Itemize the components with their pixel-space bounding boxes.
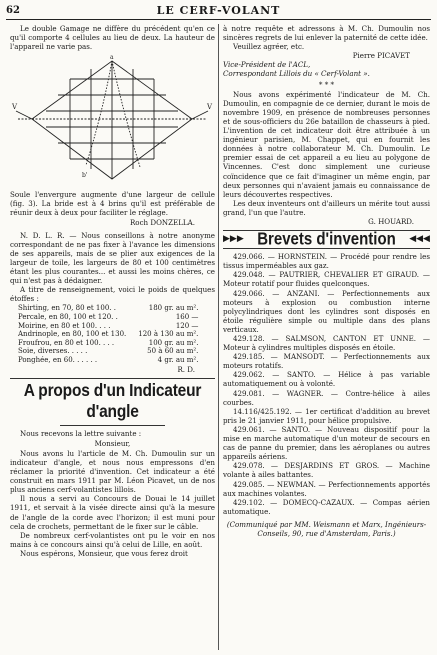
ornament-left: ▶▶▶: [223, 234, 244, 245]
fabric-weight: 4 gr. au m².: [157, 355, 199, 364]
divider: [60, 425, 165, 426]
fabric-name: Froufrou, en 80 et 100. . . .: [18, 338, 115, 347]
patent-number: 429.102.: [233, 497, 265, 507]
patent-entry: [223, 370, 430, 388]
patent-list: [223, 252, 430, 516]
patent-entry: [223, 334, 430, 352]
patent-entry: [223, 407, 430, 425]
column-divider: [218, 24, 219, 650]
patent-number: 429.185.: [233, 352, 265, 362]
fabric-name: Soie, diverses. . . . .: [18, 347, 88, 356]
fabric-name: Moirine, en 80 et 100. . . .: [18, 321, 111, 330]
patent-source-note: (Communiqué par MM. Weismann et Marx, Ingénieurs-Conseils, 90, rue d'Amsterdam, Paris.): [226, 519, 427, 538]
paragraph: Il nous a servi au Concours de Douai le 14 juillet 1911, et servait à la visée directe ainsi qu'à la mesure de l'angle de la corde avec l'horizon; il est muni pour cela de crochets, permettant de le fixer sur le câble.: [10, 494, 215, 531]
fabric-name: Andrinople, en 80, 100 et 130.: [18, 330, 127, 339]
ornament-right: ◀◀◀: [409, 234, 430, 245]
patent-number: 429.085.: [233, 479, 265, 489]
patent-entry: [223, 480, 430, 498]
fabric-row: [16, 322, 200, 331]
paragraph: Soule l'envergure augmente d'une largeur de cellule (fig. 3). La bride est à 4 brins qu'il est préférable de réunir deux à deux pour faciliter le réglage.: [10, 190, 215, 218]
label-a: a: [110, 55, 114, 62]
paragraph: Nous espérons, Monsieur, que vous ferez droit: [20, 548, 188, 558]
patent-text: — PAUTRIER, CHEVALIER ET GIRAUD. — Moteur rotatif pour fluides quelconques.: [223, 270, 430, 289]
editor-note: N. D. L. R. — Nous conseillons à notre anonyme correspondant de ne pas fixer à l'avance les dimensions de ses appareils, mais de se plier aux exigences de la largeur de toile, les largeurs de 80 et 100 centimètres étant les plus courantes... et aussi les moins chères, ce qui n'est pas à dédaigner.: [10, 230, 215, 286]
brevets-heading: [223, 229, 430, 250]
patent-number: 429.066.: [233, 288, 265, 298]
section-stars: * * *: [318, 79, 335, 89]
patent-text: — SANTO. — Nouveau dispositif pour la mise en marche automatique d'un moteur de secours en cas de panne du premier, dans les aéroplanes ou autres appareils aériens.: [223, 424, 430, 462]
patent-entry: [223, 425, 430, 461]
fabric-weights-table: [16, 304, 200, 364]
patent-text: — ANZANI. — Perfectionnements aux moteurs à explosion ou combustion interne polycylindriques dont les cylindres sont disposés en étoile régulière simple ou multiple dans des plans verticaux.: [223, 288, 431, 334]
patent-text: — 1er certificat d'addition au brevet pris le 21 janvier 1911, pour hélice propulsive.: [223, 406, 430, 425]
patent-number: 14.116/425.192.: [233, 406, 292, 416]
kite-figure: [10, 55, 215, 187]
signature-title: Vice-Président de l'ACL,: [223, 60, 311, 70]
salutation: Monsieur,: [94, 438, 131, 448]
paragraph: Nous avons expérimenté l'indicateur de M. Ch. Dumoulin, en compagnie de ce dernier, durant le mois de novembre 1909, en présence de nombreuses personnes et de sous-officiers du 26e bataillon de chasseurs à pied. L'invention de cet indicateur doit être attribuée à un ingénieur parisien, M. Chappet, qui en fournit les données à notre collaborateur M. Ch. Dumoulin. Le premier essai de cet appareil a eu lieu au polygone de Vincennes. C'est donc simplement une curieuse coïncidence que ce fait d'imaginer un même engin, par deux personnes qui n'avaient jamais eu connaissance de leurs découvertes respectives.: [223, 89, 430, 199]
patent-text: — NEWMAN. — Perfectionnements apportés aux machines volantes.: [223, 479, 430, 498]
signature: R. D.: [177, 364, 195, 374]
patent-number: 429.062.: [233, 370, 265, 380]
divider: [10, 378, 215, 379]
fabric-row: [16, 356, 200, 365]
fabric-weight: 180 gr. au m².: [148, 304, 199, 313]
fabric-row: [16, 347, 200, 356]
fabric-row: [16, 304, 200, 313]
signature-name: Pierre PICAVET: [352, 51, 410, 61]
brevets-title: Brevets d'invention: [257, 229, 396, 250]
paragraph: Nous recevons la lettre suivante :: [20, 428, 142, 438]
patent-entry: [223, 289, 430, 334]
paragraph: à notre requête et adressons à M. Ch. Dumoulin nos sincères regrets de lui enlever la paternité de cette idée.: [223, 24, 430, 43]
journal-title: LE CERF-VOLANT: [156, 4, 281, 17]
patent-entry: [223, 461, 430, 479]
paragraph: De nombreux cerf-volantistes ont pu le voir en nos mains à ce concours ainsi qu'à celui de Lille, en août.: [10, 530, 215, 549]
paragraph: Le double Gamage ne diffère du précédent qu'en ce qu'il comporte 4 cellules au lieu de deux. La hauteur de l'appareil ne varie pas.: [10, 24, 215, 52]
patent-number: 429.078.: [233, 461, 265, 471]
patent-text: — HORNSTEIN. — Procédé pour rendre les tissus imperméables aux gaz.: [223, 252, 431, 271]
patent-text: — MANSODT. — Perfectionnements aux moteurs rotatifs.: [223, 352, 430, 371]
patent-text: — DOMECQ-CAZAUX. — Compas aérien automatique.: [223, 497, 430, 516]
right-column: [223, 24, 430, 538]
fabric-name: Shirting, en 70, 80 et 100. .: [18, 304, 116, 313]
patent-text: — DESJARDINS ET GROS. — Machine volante à ailes battantes.: [223, 461, 430, 480]
signature-title: Correspondant Lillois du « Cerf-Volant ».: [223, 69, 370, 79]
patent-entry: [223, 498, 430, 516]
article-title: A propos d'un Indicateur d'angle: [23, 380, 202, 422]
patent-entry: [223, 252, 430, 270]
fabric-weight: 50 à 60 au m².: [147, 347, 199, 356]
label-v-left: V: [12, 103, 18, 112]
patent-number: 429.048.: [233, 270, 265, 280]
left-column: [10, 24, 215, 558]
patent-number: 429.081.: [233, 388, 265, 398]
signature: Roch DONZELLA.: [129, 217, 195, 227]
patent-text: — WAGNER. — Contre-hélice à ailes courbes.: [223, 388, 430, 407]
fabric-weight: 160 —: [175, 313, 199, 321]
signature: G. HOUARD.: [368, 216, 414, 226]
patent-number: 429.066.: [233, 252, 265, 262]
page-number: 62: [6, 5, 20, 16]
double-gamage-kite-diagram: [10, 55, 215, 187]
label-b: b': [82, 172, 88, 180]
fabric-weight: 100 gr. au m².: [148, 338, 199, 347]
fabric-name: Ponghée, en 60. . . . . .: [18, 355, 98, 364]
fabric-weight: 120 —: [175, 321, 199, 330]
patent-number: 429.061.: [233, 424, 265, 434]
label-v-right: V: [207, 103, 213, 112]
paragraph: Veuillez agréer, etc.: [233, 42, 305, 52]
patent-text: — SALMSON, CANTON ET UNNE. — Moteur à cylindres multiples disposés en étoile.: [223, 334, 430, 353]
paragraph: Les deux inventeurs ont d'ailleurs un mérite tout aussi grand, l'un que l'autre.: [223, 198, 430, 217]
fabric-row: [16, 330, 200, 339]
fabric-name: Percale, en 80, 100 et 120. .: [18, 313, 118, 321]
patent-entry: [223, 270, 430, 288]
patent-entry: [223, 352, 430, 370]
fabric-weight: 120 à 130 au m².: [138, 330, 199, 339]
patent-number: 429.128.: [233, 334, 265, 343]
fabric-row: [16, 313, 200, 322]
page-header: [6, 3, 431, 20]
patent-entry: [223, 389, 430, 407]
patent-text: — SANTO. — Hélice à pas variable automatiquement ou à volonté.: [223, 370, 430, 389]
paragraph: A titre de renseignement, voici le poids de quelques étoffes :: [10, 285, 215, 304]
paragraph: Nous avons lu l'article de M. Ch. Dumoulin sur un indicateur d'angle, et nous nous empressons d'en réclamer la priorité d'invention. Cet indicateur a été construit en mars 1911 par M. Léon Picavet, un de nos plus anciens cerf-volantistes lillois.: [10, 448, 215, 495]
